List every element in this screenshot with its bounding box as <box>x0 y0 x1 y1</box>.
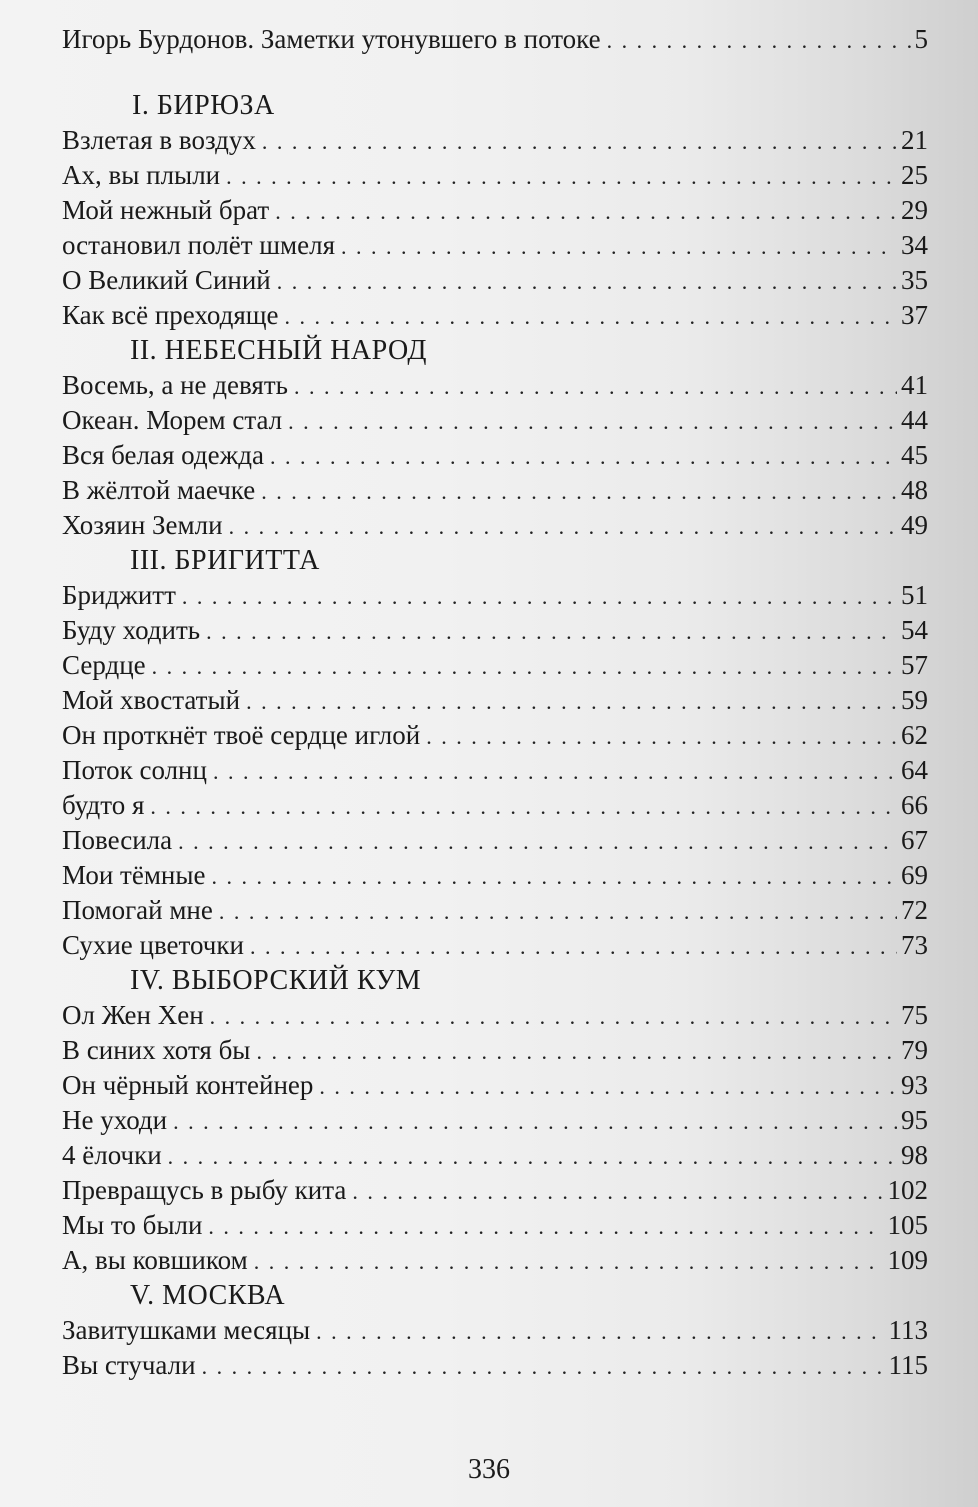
toc-entry-page: 62 <box>901 720 928 750</box>
toc-entry <box>62 473 928 508</box>
toc-entry-page: 69 <box>901 860 928 890</box>
toc-entry <box>62 158 928 193</box>
toc-entry-title: Мой хвостатый <box>62 685 241 715</box>
dot-leader <box>275 194 897 229</box>
toc-entry-page: 113 <box>888 1315 928 1345</box>
toc-entry <box>62 928 928 963</box>
dot-leader <box>285 299 897 334</box>
toc-entry-title: В синих хотя бы <box>62 1035 251 1065</box>
toc-entry-title: Ол Жен Хен <box>62 1000 204 1030</box>
dot-leader <box>352 1174 883 1209</box>
toc-entry <box>62 368 928 403</box>
table-of-contents <box>62 22 928 1383</box>
toc-entry-title: Сухие цветочки <box>62 930 244 960</box>
toc-entry <box>62 858 928 893</box>
toc-entry-page: 49 <box>901 510 928 540</box>
toc-entry-page: 64 <box>901 755 928 785</box>
toc-entry-page: 72 <box>901 895 928 925</box>
dot-leader <box>250 929 897 964</box>
dot-leader <box>182 579 897 614</box>
toc-entry-title: Он чёрный контейнер <box>62 1070 314 1100</box>
dot-leader <box>229 509 897 544</box>
page-number: 336 <box>468 1454 510 1485</box>
toc-entry-title: Ах, вы плыли <box>62 160 221 190</box>
dot-leader <box>288 404 897 439</box>
toc-entry-title: Завитушками месяцы <box>62 1315 311 1345</box>
toc-entry-page: 93 <box>901 1070 928 1100</box>
toc-entry-title: Вы стучали <box>62 1350 196 1380</box>
toc-entry <box>62 1243 928 1278</box>
toc-entry-title: Повесила <box>62 825 173 855</box>
toc-entry <box>62 1068 928 1103</box>
dot-leader <box>213 754 897 789</box>
dot-leader <box>211 859 897 894</box>
toc-entry-title: Мы то были <box>62 1210 203 1240</box>
dot-leader <box>178 824 897 859</box>
toc-entry-page: 37 <box>901 300 928 330</box>
toc-entry-page: 66 <box>901 790 928 820</box>
toc-entry <box>62 193 928 228</box>
toc-entry-page: 98 <box>901 1140 928 1170</box>
toc-entry <box>62 1348 928 1383</box>
dot-leader <box>261 474 897 509</box>
toc-entry-page: 67 <box>901 825 928 855</box>
section-heading: IV. ВЫБОРСКИЙ КУМ <box>130 965 422 996</box>
dot-leader <box>294 369 897 404</box>
toc-entry-title: Вся белая одежда <box>62 440 264 470</box>
toc-entry-page: 34 <box>901 230 928 260</box>
toc-entry-page: 102 <box>887 1175 928 1205</box>
toc-entry-page: 41 <box>901 370 928 400</box>
toc-entry-title: Он проткнёт твоё сердце иглой <box>62 720 421 750</box>
toc-entry-page: 73 <box>901 930 928 960</box>
toc-entry-page: 57 <box>901 650 928 680</box>
toc-entry-page: 35 <box>901 265 928 295</box>
dot-leader <box>270 439 897 474</box>
dot-leader <box>202 1349 885 1384</box>
toc-entry-page: 29 <box>901 195 928 225</box>
toc-entry <box>62 438 928 473</box>
toc-entry <box>62 298 928 333</box>
toc-entry-title: Сердце <box>62 650 146 680</box>
toc-entry-title: Хозяин Земли <box>62 510 223 540</box>
toc-entry-title: Как всё преходяще <box>62 300 279 330</box>
toc-entry <box>62 578 928 613</box>
toc-entry <box>62 613 928 648</box>
dot-leader <box>150 789 897 824</box>
toc-entry-title: Буду ходить <box>62 615 201 645</box>
toc-entry-page: 105 <box>887 1210 928 1240</box>
dot-leader <box>246 684 897 719</box>
toc-entry <box>62 823 928 858</box>
dot-leader <box>254 1244 884 1279</box>
toc-entry-title: остановил полёт шмеля <box>62 230 335 260</box>
dot-leader <box>210 999 897 1034</box>
toc-entry <box>62 1138 928 1173</box>
toc-entry <box>62 683 928 718</box>
dot-leader <box>341 229 897 264</box>
toc-entry <box>62 1208 928 1243</box>
toc-entry-page: 44 <box>901 405 928 435</box>
section-heading: II. НЕБЕСНЫЙ НАРОД <box>130 335 427 366</box>
toc-entry-title: Взлетая в воздух <box>62 125 256 155</box>
toc-entry-title: Игорь Бурдонов. Заметки утонувшего в потоке <box>62 24 601 54</box>
dot-leader <box>219 894 897 929</box>
toc-entry <box>62 1313 928 1348</box>
section-heading: V. МОСКВА <box>130 1280 286 1311</box>
section-heading: I. БИРЮЗА <box>132 90 275 121</box>
toc-entry <box>62 753 928 788</box>
section-heading: III. БРИГИТТА <box>130 545 320 576</box>
toc-entry-page: 109 <box>887 1245 928 1275</box>
toc-entry-page: 21 <box>901 125 928 155</box>
toc-entry <box>62 403 928 438</box>
dot-leader <box>226 159 897 194</box>
dot-leader <box>208 1209 883 1244</box>
toc-entry <box>62 1173 928 1208</box>
toc-entry-page: 75 <box>901 1000 928 1030</box>
dot-leader <box>607 23 911 58</box>
toc-entry-page: 115 <box>888 1350 928 1380</box>
toc-entry-title: Мой нежный брат <box>62 195 270 225</box>
toc-entry-page: 45 <box>901 440 928 470</box>
toc-entry-title: Не уходи <box>62 1105 168 1135</box>
toc-entry-title: В жёлтой маечке <box>62 475 256 505</box>
toc-entry <box>62 788 928 823</box>
toc-entry-page: 79 <box>901 1035 928 1065</box>
toc-entry-title: Океан. Морем стал <box>62 405 283 435</box>
toc-entry-title: Поток солнц <box>62 755 207 785</box>
toc-entry <box>62 1103 928 1138</box>
toc-entry <box>62 718 928 753</box>
toc-entry-page: 54 <box>901 615 928 645</box>
dot-leader <box>206 614 897 649</box>
dot-leader <box>173 1104 897 1139</box>
dot-leader <box>277 264 897 299</box>
toc-sections <box>62 88 928 1383</box>
toc-entry-page: 48 <box>901 475 928 505</box>
toc-entry-intro <box>62 22 928 62</box>
toc-entry <box>62 228 928 263</box>
dot-leader <box>152 649 897 684</box>
toc-entry-title: 4 ёлочки <box>62 1140 162 1170</box>
toc-entry <box>62 893 928 928</box>
toc-entry-title: А, вы ковшиком <box>62 1245 248 1275</box>
toc-entry-title: О Великий Синий <box>62 265 271 295</box>
toc-entry-page: 5 <box>914 24 928 54</box>
toc-entry-title: Восемь, а не девять <box>62 370 288 400</box>
toc-entry-title: Превращусь в рыбу кита <box>62 1175 347 1205</box>
toc-entry-page: 25 <box>901 160 928 190</box>
toc-entry <box>62 508 928 543</box>
toc-entry <box>62 998 928 1033</box>
toc-entry-title: Помогай мне <box>62 895 213 925</box>
toc-entry-title: Бриджитт <box>62 580 176 610</box>
toc-entry-page: 95 <box>901 1105 928 1135</box>
toc-entry <box>62 123 928 158</box>
toc-entry-title: Мои тёмные <box>62 860 206 890</box>
dot-leader <box>319 1069 897 1104</box>
dot-leader <box>256 1034 897 1069</box>
toc-entry <box>62 263 928 298</box>
dot-leader <box>262 124 897 159</box>
dot-leader <box>316 1314 884 1349</box>
toc-entry <box>62 648 928 683</box>
toc-entry-title: будто я <box>62 790 145 820</box>
toc-entry-page: 59 <box>901 685 928 715</box>
dot-leader <box>168 1139 897 1174</box>
toc-entry-page: 51 <box>901 580 928 610</box>
toc-entry <box>62 1033 928 1068</box>
dot-leader <box>426 719 897 754</box>
